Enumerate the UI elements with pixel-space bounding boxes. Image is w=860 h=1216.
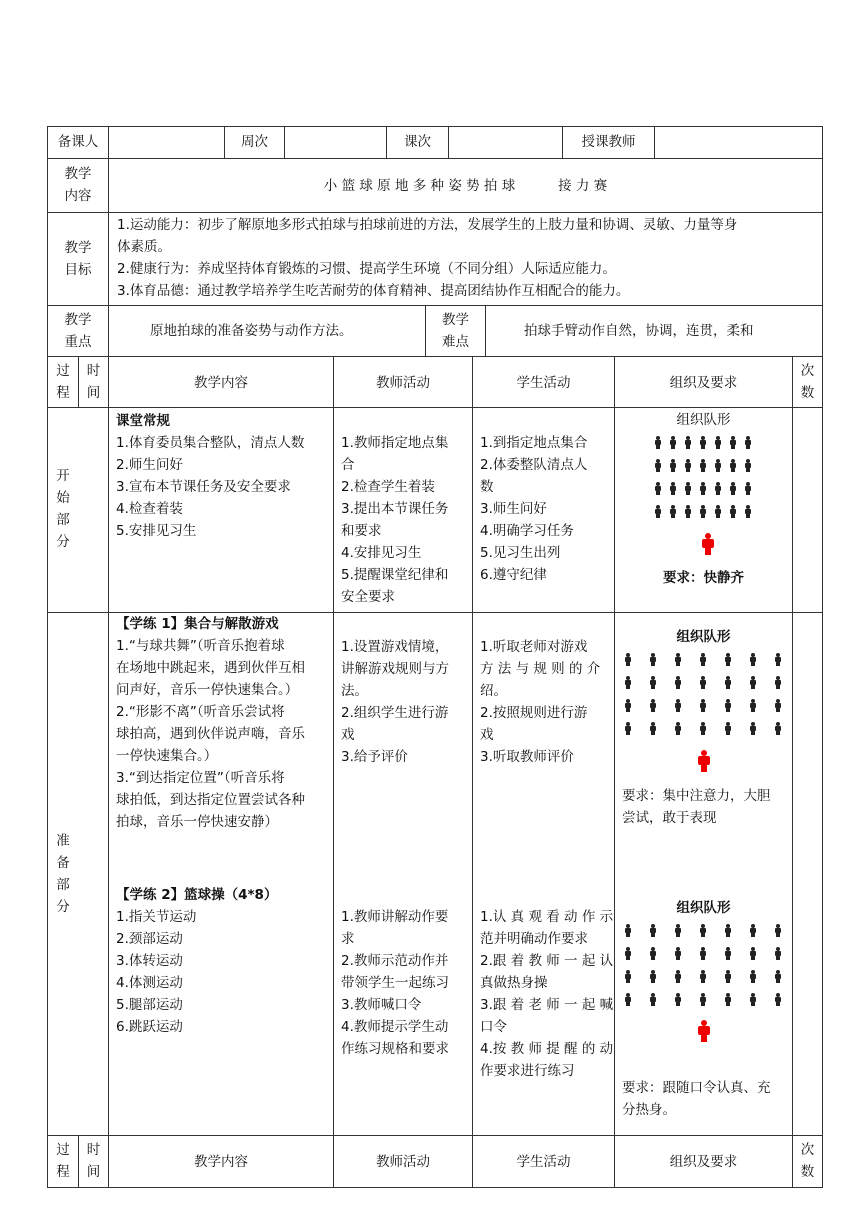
- student-figure-icon: [674, 970, 682, 983]
- start-org-req: 要求：快静齐: [663, 570, 744, 586]
- student-figure-icon: [674, 947, 682, 960]
- student-figure-icon: [674, 699, 682, 712]
- difficulty-value: 拍球手臂动作自然，协调，连贯，柔和: [524, 323, 754, 339]
- prep-p1-org-req: 要求：集中注意力，大胆 尝试，敢于表现: [622, 788, 771, 826]
- goals-label: 教学 目标: [64, 240, 92, 278]
- student-figure-icon: [744, 436, 752, 449]
- start-student: 1.到指定地点集合 2.体委整队清点人 数 3.师生问好 4.明确学习任务 5.见习生出列 6.遵守纪律: [480, 435, 588, 583]
- student-figure-icon: [714, 436, 722, 449]
- start-teacher: 1.教师指定地点集 合 2.检查学生着装 3.提出本节课任务 和要求 4.安排见习生 5.提醒课堂纪律和 安全要求: [341, 435, 449, 605]
- student-figure-icon: [744, 505, 752, 518]
- student-figure-icon: [699, 970, 707, 983]
- student-figure-icon: [624, 653, 632, 666]
- student-figure-icon: [654, 482, 662, 495]
- student-figure-icon: [699, 436, 707, 449]
- student-figure-icon: [729, 505, 737, 518]
- student-figure-icon: [774, 653, 782, 666]
- student-figure-icon: [674, 653, 682, 666]
- student-figure-icon: [749, 653, 757, 666]
- student-figure-icon: [699, 676, 707, 689]
- prep-person-label: 备课人: [57, 134, 99, 150]
- col-teacher-repeat: 教师活动: [376, 1154, 430, 1170]
- key-value: 原地拍球的准备姿势与动作方法。: [150, 323, 353, 339]
- prep-p1-formation: [624, 653, 782, 735]
- student-figure-icon: [699, 505, 707, 518]
- lesson-label: 课次: [404, 134, 431, 150]
- student-figure-icon: [774, 947, 782, 960]
- student-figure-icon: [669, 436, 677, 449]
- prep-p1-org-title: 组织队形: [676, 629, 731, 645]
- student-figure-icon: [774, 699, 782, 712]
- student-figure-icon: [674, 993, 682, 1006]
- col-time-repeat: 时 间: [86, 1142, 101, 1180]
- col-process-repeat: 过 程: [56, 1142, 70, 1180]
- content-label: 教学 内容: [64, 166, 92, 204]
- student-figure-icon: [624, 993, 632, 1006]
- prep-p1-teacher-figure: [698, 750, 710, 772]
- student-figure-icon: [724, 699, 732, 712]
- difficulty-label: 教学 难点: [442, 312, 469, 350]
- student-figure-icon: [649, 699, 657, 712]
- student-figure-icon: [729, 459, 737, 472]
- content-value: 小 篮 球 原 地 多 种 姿 势 拍 球 接 力 赛: [323, 178, 608, 194]
- col-time: 时 间: [86, 363, 101, 401]
- student-figure-icon: [624, 970, 632, 983]
- student-figure-icon: [684, 436, 692, 449]
- student-figure-icon: [774, 924, 782, 937]
- col-content: 教学内容: [194, 375, 248, 391]
- start-teacher-figure: [702, 533, 714, 555]
- student-figure-icon: [774, 970, 782, 983]
- student-figure-icon: [654, 459, 662, 472]
- prep-p2-teacher: 1.教师讲解动作要 求 2.教师示范动作并 带领学生一起练习 3.教师喊口令 4.教师提示学生动 作练习规格和要求: [341, 909, 449, 1057]
- col-teacher: 教师活动: [376, 375, 430, 391]
- student-figure-icon: [649, 970, 657, 983]
- prep-p1-content: 【学练 1】集合与解散游戏 1.“与球共舞”（听音乐抱着球 在场地中跳起来，遇到伙伴互相 问声好，音乐一停快速集合。） 2.“形影不离”（听音乐尝试将 球拍高，遇到伙伴说声嗨，音乐 一停快速集合。） 3.“到达指定位置”（听音乐将 球拍低，到达指定位置尝试各种 拍球，音乐一停快速安静）: [116, 616, 305, 830]
- student-figure-icon: [654, 436, 662, 449]
- student-figure-icon: [774, 722, 782, 735]
- student-figure-icon: [699, 722, 707, 735]
- col-content-repeat: 教学内容: [194, 1154, 248, 1170]
- student-figure-icon: [684, 505, 692, 518]
- student-figure-icon: [649, 924, 657, 937]
- student-figure-icon: [699, 699, 707, 712]
- prep-p1-student: 1.听取老师对游戏 方 法 与 规 则 的 介 绍。 2.按照规则进行游 戏 3.听取教师评价: [480, 639, 601, 765]
- student-figure-icon: [684, 482, 692, 495]
- student-figure-icon: [774, 993, 782, 1006]
- student-figure-icon: [624, 676, 632, 689]
- student-figure-icon: [714, 459, 722, 472]
- student-figure-icon: [744, 459, 752, 472]
- col-student: 学生活动: [516, 375, 571, 391]
- student-figure-icon: [749, 699, 757, 712]
- student-figure-icon: [749, 924, 757, 937]
- prep-label: 准 备 部 分: [56, 833, 70, 915]
- col-student-repeat: 学生活动: [516, 1154, 571, 1170]
- student-figure-icon: [669, 505, 677, 518]
- student-figure-icon: [654, 505, 662, 518]
- student-figure-icon: [649, 676, 657, 689]
- student-figure-icon: [724, 676, 732, 689]
- col-count-repeat: 次 数: [800, 1142, 815, 1180]
- student-figure-icon: [699, 924, 707, 937]
- prep-p2-org-req: 要求：跟随口令认真、充 分热身。: [622, 1080, 771, 1118]
- student-figure-icon: [749, 970, 757, 983]
- prep-p2-content: 【学练 2】篮球操（4*8） 1.指关节运动 2.颈部运动 3.体转运动 4.体测运动 5.腿部运动 6.跳跃运动: [116, 887, 278, 1035]
- student-figure-icon: [724, 993, 732, 1006]
- student-figure-icon: [699, 653, 707, 666]
- student-figure-icon: [749, 947, 757, 960]
- student-figure-icon: [649, 947, 657, 960]
- student-figure-icon: [699, 947, 707, 960]
- goals-text: 1.运动能力：初步了解原地多形式拍球与拍球前进的方法，发展学生的上肢力量和协调、灵敏、力量等身 体素质。 2.健康行为：养成坚持体育锻炼的习惯、提高学生环境（不同分组）人际适应能力。 3.体育品德：通过教学培养学生吃苦耐劳的体育精神、提高团结协作互相配合的能力。: [117, 217, 738, 299]
- student-figure-icon: [699, 459, 707, 472]
- col-process: 过 程: [56, 363, 70, 401]
- student-figure-icon: [674, 722, 682, 735]
- student-figure-icon: [624, 924, 632, 937]
- prep-p2-student: 1.认 真 观 看 动 作 示 范并明确动作要求 2.跟 着 教 师 一 起 认 真做热身操 3.跟 着 老 师 一 起 喊 口令 4.按 教 师 提 醒 的 动 作要求进行练习: [480, 909, 614, 1079]
- col-count: 次 数: [800, 363, 815, 401]
- student-figure-icon: [714, 482, 722, 495]
- student-figure-icon: [649, 993, 657, 1006]
- student-figure-icon: [729, 482, 737, 495]
- student-figure-icon: [744, 482, 752, 495]
- student-figure-icon: [674, 676, 682, 689]
- student-figure-icon: [674, 924, 682, 937]
- student-figure-icon: [649, 653, 657, 666]
- student-figure-icon: [749, 722, 757, 735]
- start-org-title: 组织队形: [676, 412, 731, 428]
- prep-p2-formation: [624, 924, 782, 1006]
- student-figure-icon: [749, 676, 757, 689]
- prep-p2-org-title: 组织队形: [676, 900, 731, 916]
- student-figure-icon: [624, 699, 632, 712]
- student-figure-icon: [684, 459, 692, 472]
- start-formation: [654, 436, 752, 518]
- student-figure-icon: [649, 722, 657, 735]
- start-content: 课堂常规 1.体育委员集合整队，清点人数 2.师生问好 3.宣布本节课任务及安全要求 4.检查着装 5.安排见习生: [116, 413, 305, 539]
- student-figure-icon: [724, 947, 732, 960]
- start-label: 开 始 部 分: [56, 468, 70, 550]
- key-label: 教学 重点: [64, 312, 92, 350]
- student-figure-icon: [714, 505, 722, 518]
- student-figure-icon: [624, 722, 632, 735]
- student-figure-icon: [724, 924, 732, 937]
- col-org-repeat: 组织及要求: [669, 1154, 738, 1170]
- prep-p1-teacher: 1.设置游戏情境， 讲解游戏规则与方 法。 2.组织学生进行游 戏 3.给予评价: [341, 639, 449, 765]
- student-figure-icon: [669, 482, 677, 495]
- student-figure-icon: [699, 482, 707, 495]
- week-label: 周次: [241, 134, 268, 150]
- student-figure-icon: [724, 722, 732, 735]
- student-figure-icon: [724, 970, 732, 983]
- student-figure-icon: [699, 993, 707, 1006]
- student-figure-icon: [749, 993, 757, 1006]
- student-figure-icon: [669, 459, 677, 472]
- student-figure-icon: [624, 947, 632, 960]
- prep-p2-teacher-figure: [698, 1020, 710, 1042]
- student-figure-icon: [729, 436, 737, 449]
- col-org: 组织及要求: [669, 375, 738, 391]
- teacher-label: 授课教师: [581, 134, 636, 150]
- student-figure-icon: [774, 676, 782, 689]
- student-figure-icon: [724, 653, 732, 666]
